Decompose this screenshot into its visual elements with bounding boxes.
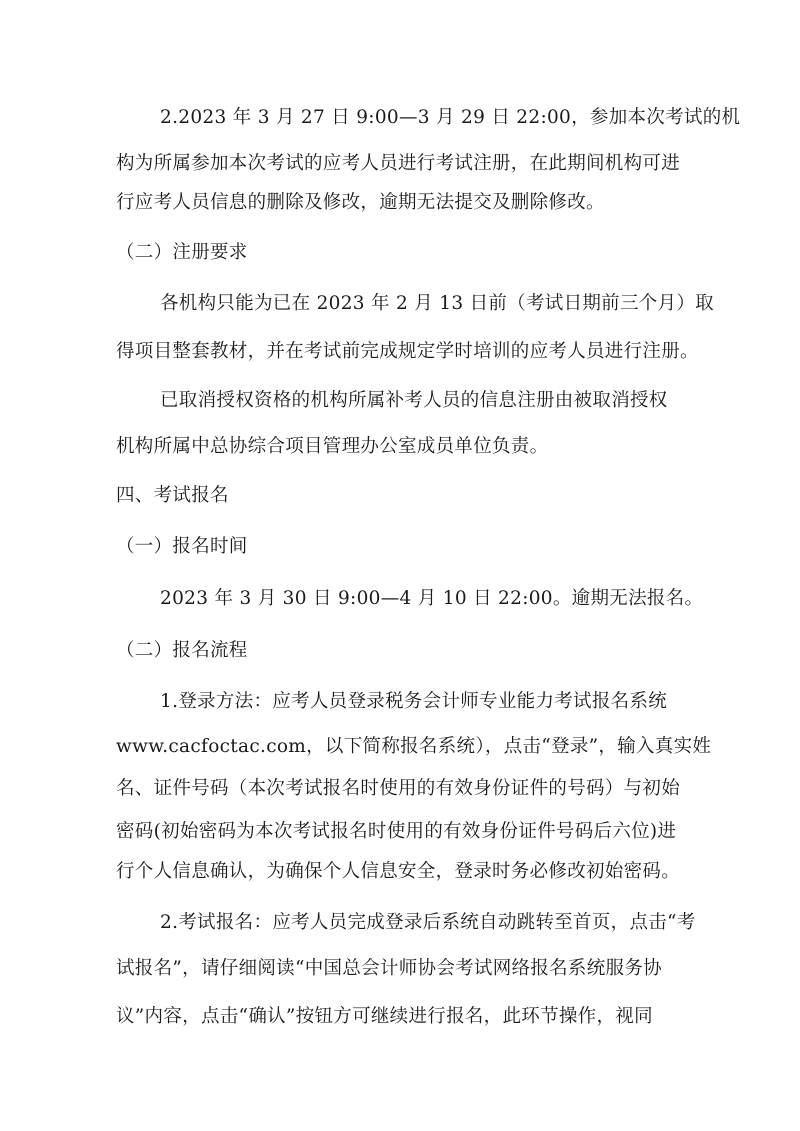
paragraph-revoked-line-2: 机构所属中总协综合项目管理办公室成员单位负责。 (116, 436, 549, 457)
paragraph-login-line-4: 密码(初始密码为本次考试报名时使用的有效身份证件号码后六位)进 (116, 821, 677, 842)
paragraph-exam-signup-line-1: 2.考试报名：应考人员完成登录后系统自动跳转至首页，点击“考 (160, 912, 696, 933)
paragraph-exam-signup-line-2: 试报名”，请仔细阅读“中国总会计师协会考试网络报名系统服务协 (116, 958, 662, 979)
paragraph-registration-time: 2023 年 3 月 30 日 9:00—4 月 10 日 22:00。逾期无法报名。 (160, 588, 704, 609)
heading-registration-process: （二）报名流程 (116, 640, 248, 661)
paragraph-revoked-line-1: 已取消授权资格的机构所属补考人员的信息注册由被取消授权 (160, 390, 668, 411)
heading-registration-time: （一）报名时间 (116, 536, 248, 557)
paragraph-login-line-5: 行个人信息确认，为确保个人信息安全，登录时务必修改初始密码。 (116, 861, 681, 882)
paragraph-requirements-line-2: 得项目整套教材，并在考试前完成规定学时培训的应考人员进行注册。 (116, 341, 699, 362)
paragraph-exam-signup-line-3: 议”内容，点击“确认”按钮方可继续进行报名，此环节操作，视同 (116, 1006, 653, 1027)
paragraph-registration-period-line-1: 2.2023 年 3 月 27 日 9:00—3 月 29 日 22:00，参加本次考试的机 (160, 107, 741, 128)
paragraph-login-line-1: 1.登录方法：应考人员登录税务会计师专业能力考试报名系统 (160, 691, 668, 712)
heading-registration-requirements: （二）注册要求 (116, 242, 248, 263)
paragraph-registration-period-line-3: 行应考人员信息的删除及修改，逾期无法提交及删除修改。 (116, 192, 605, 213)
paragraph-registration-period-line-2: 构为所属参加本次考试的应考人员进行考试注册，在此期间机构可进 (116, 153, 681, 174)
paragraph-requirements-line-1: 各机构只能为已在 2023 年 2 月 13 日前（考试日期前三个月）取 (160, 293, 714, 314)
paragraph-login-line-3: 名、证件号码（本次考试报名时使用的有效身份证件的号码）与初始 (116, 778, 681, 799)
heading-exam-registration: 四、考试报名 (116, 485, 229, 506)
paragraph-login-line-2: www.cacfoctac.com，以下简称报名系统），点击“登录”，输入真实姓 (116, 736, 712, 757)
